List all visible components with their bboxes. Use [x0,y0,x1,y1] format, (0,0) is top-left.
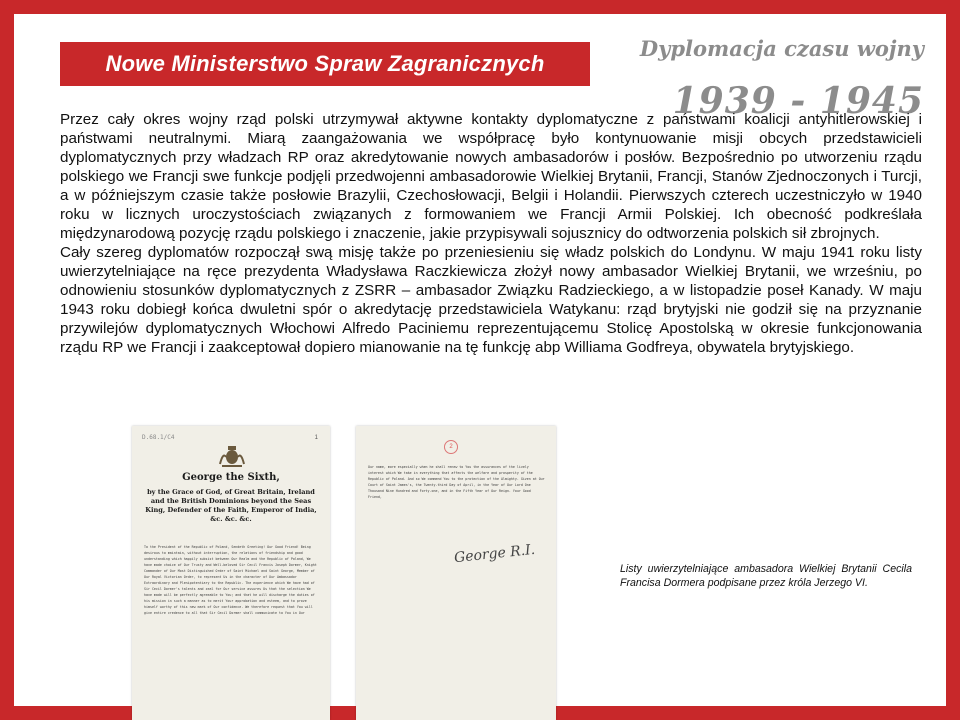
series-years: 1939 - 1945 [672,80,924,122]
paragraph-1: Przez cały okres wojny rząd polski utrzymywał aktywne kontakty dyplomatyczne z państwami koalicji antyhitlerowskiej i państwami neutralnymi. Miarą zaangażowania we współpracę było kontynuowanie misji obcych przedstawicieli dyplomatycznych przy władzach RP oraz akredytowanie nowych ambasadorów i posłów. Bezpośrednio po utworzeniu rządu polskiego we Francji swe funkcje podjęli przedwojenni ambasadorowie Wielkiej Brytanii, Francji, Stanów Zjednoczonych i Turcji, a w późniejszym czasie także posłowie Brazylii, Czechosłowacji, Belgii i Holandii. Pierwszych czterech uczestniczyło w 1940 roku w licznych uroczystościach związanych z formowaniem we Francji Armii Polskiej. Ich obecność podkreślała międzynarodową pozycję rządu polskiego i znaczenie, jakie przypisywali sojusznicy do odtworzenia polskich sił zbrojnych. [60,111,922,242]
document-royal-titles: by the Grace of God, of Great Britain, Ireland and the British Dominions beyond the Seas King, Defender of the Faith, Emperor of India, &c. &c. &c. [145,488,317,523]
body-text [60,110,922,357]
credential-letter-page-2 [356,426,556,720]
royal-signature: George R.I. [453,541,536,567]
document-heading: George the Sixth, [182,472,280,483]
document-typed-text: Our name, more especially when he shall renew to You the assurances of the lively interest which We take in everything that affects the welfare and prosperity of the Republic of Poland. And so We commend You to the protection of the Almighty. Given at Our Court of Saint James's, the Twenty-third Day of April, in the Year of Our Lord One Thousand Nine Hundred and Forty-one, and in the Fifth Year of Our Reign. Your Good Friend, [368,465,545,499]
document-typed-text: To the President of the Republic of Poland, Sendeth Greeting! Our Good Friend! Being desirous to maintain, without interruption, the relations of friendship and good understanding which happily subsist between Our Realm and the Republic of Poland, We have made choice of Our Trusty and Well-beloved Sir Cecil Francis Joseph Dormer, Knight Commander of Our Most Distinguished Order of Saint Michael and Saint George, Member of Our Royal Victorian Order, to represent Us in the character of Our Ambassador Extraordinary and Plenipotentiary to the Republic. The experience which We have had of Sir Cecil Dormer's talents and zeal for Our service assures Us that the selection We have made will be perfectly agreeable to You; and that he will discharge the duties of his mission in such a manner as to merit Your approbation and esteem, and to prove himself worthy of this new mark of Our confidence. We therefore request that You will give entire credence to all that Sir Cecil Dormer shall communicate to You in Our [144,545,317,615]
paragraph-2: Cały szereg dyplomatów rozpoczął swą misję także po przeniesieniu się władz polskich do Londynu. W maju 1941 roku listy uwierzytelniające na ręce prezydenta Władysława Raczkiewicza złożył nowy ambasador Wielkiej Brytanii, we wrześniu, po odnowieniu stosunków dyplomatycznych z ZSRR – ambasador Związku Radzieckiego, a w listopadzie poseł Kanady. W maju 1943 roku dobiegł końca dwuletni spór o akredytację przedstawiciela Watykanu: rząd brytyjski nie godził się na przyznanie przywilejów dyplomatycznych Włochowi Alfredo Paciniemu reprezentującemu Stolicę Apostolską w okresie funkcjonowania rządu RP we Francji i zaakceptował dopiero mianowanie na tę funkcję abp Williama Godfreya, obywatela brytyjskiego. [60,244,922,356]
document-page-number: 1 [314,435,318,441]
document-reference: D.68.1/C4 [142,434,175,441]
page-title: Nowe Ministerstwo Spraw Zagranicznych [60,42,590,86]
image-caption: Listy uwierzytelniające ambasadora Wielkiej Brytanii Cecila Francisa Dormera podpisane przez króla Jerzego VI. [620,563,912,589]
series-title: Dyplomacja czasu wojny [639,36,924,61]
royal-coat-of-arms-icon [217,444,247,468]
credential-letter-page-1 [132,426,330,720]
page-number-stamp: 2 [444,440,458,454]
